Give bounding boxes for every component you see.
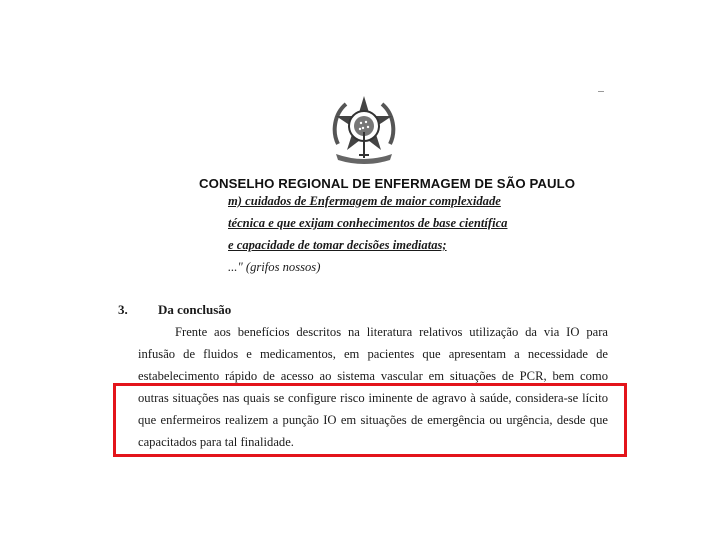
corner-mark	[598, 91, 604, 92]
paragraph-line: que enfermeiros realizem a punção IO em situações de emergência ou urgência, desde que	[138, 413, 608, 427]
section-title: Da conclusão	[158, 302, 232, 317]
quote-line: técnica e que exijam conhecimentos de base científica	[228, 216, 508, 230]
section-number: 3.	[118, 302, 128, 317]
quote-citation: ..." (grifos nossos)	[228, 260, 321, 274]
paragraph-line: Frente aos benefícios descritos na literatura relativos utilização da via IO para	[175, 325, 608, 339]
organization-title: CONSELHO REGIONAL DE ENFERMAGEM DE SÃO PAULO	[199, 176, 576, 191]
quote-line: m) cuidados de Enfermagem de maior complexidade	[228, 194, 501, 208]
paragraph-line: outras situações nas quais se configure risco iminente de agravo à saúde, considera-se lícito	[138, 391, 608, 405]
paragraph-line: capacitados para tal finalidade.	[138, 435, 294, 449]
highlight-box	[113, 383, 627, 457]
paragraph-line: infusão de fluidos e medicamentos, em pacientes que apresentam a necessidade de	[138, 347, 608, 361]
quote-line: e capacidade de tomar decisões imediatas;	[228, 238, 447, 252]
paragraph-line: estabelecimento rápido de acesso ao sistema vascular em situações de PCR, bem como	[138, 369, 608, 383]
brazil-coat-of-arms-icon	[328, 92, 400, 166]
